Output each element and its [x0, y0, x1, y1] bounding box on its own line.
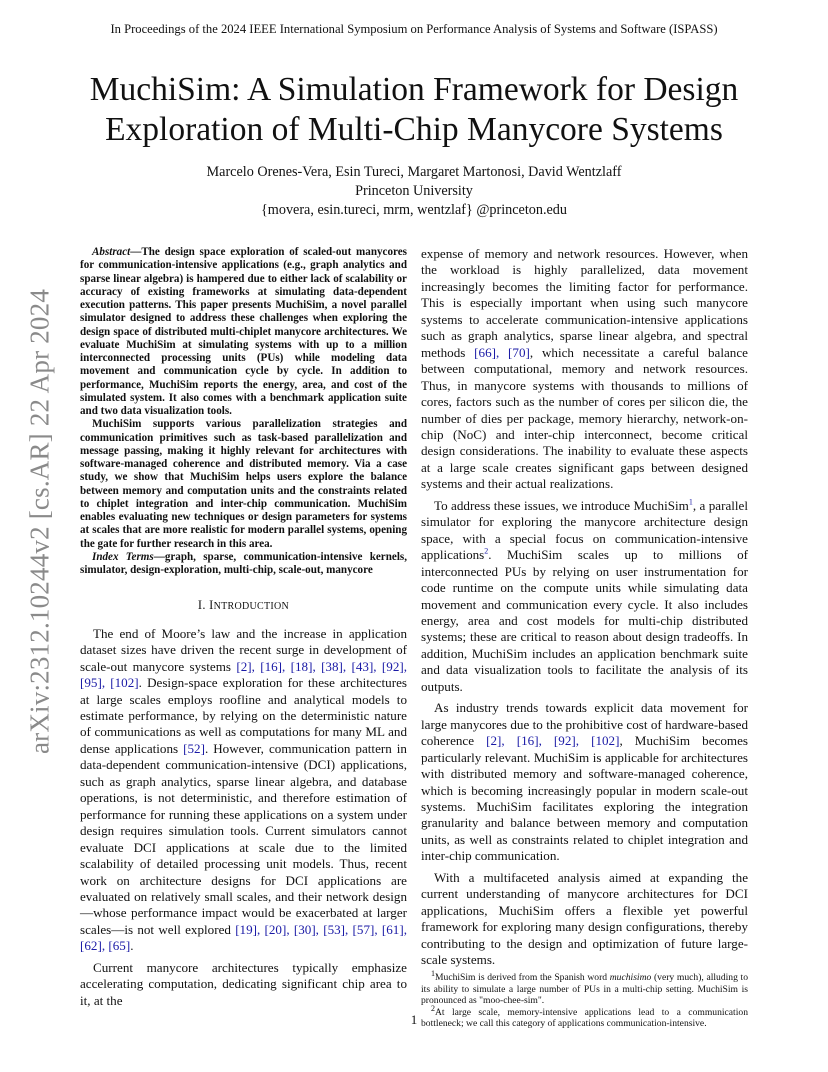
arxiv-stamp: arXiv:2312.10244v2 [cs.AR] 22 Apr 2024	[24, 288, 55, 755]
proceedings-header: In Proceedings of the 2024 IEEE International Symposium on Performance Analysis of Systems and Software (ISPASS)	[110, 22, 718, 36]
intro-paragraph-1: The end of Moore’s law and the increase in application dataset sizes have driven the recent surge in development of scale-out manycore systems [2], [16], [18], [38], [43], [92], [95], [102]. Design-space exploration for these architectures at large scales employs roofline and analytical models to estimate performance, by relying on the deterministic nature of communications as well as computations for many ML and dense applications [52]. However, communication pattern in data-dependent communication-intensive (DCI) applications, such as graph analytics, sparse linear algebra, and database operations, is not deterministic, and therefore estimation of performance for running these applications on a system under design requires simulation tools. Current simulators cannot evaluate DCI applications at scale due to the limited scalability of detailed processing unit models. Thus, recent work on architecture designs for DCI applications are evaluated on relatively small scales, and their network design—whose performance impact would be exacerbated at larger scales—is not well explored [19], [20], [30], [53], [57], [61], [62], [65].	[80, 625, 407, 954]
abstract-label: Abstract	[92, 246, 131, 258]
index-terms: Index Terms—graph, sparse, communication-intensive kernels, simulator, design-exploration, multi-chip, scale-out, manycore	[80, 550, 407, 576]
citation-link[interactable]: [2], [16], [18], [38], [43], [92], [95], [102]	[80, 658, 407, 691]
right-paragraph-3: As industry trends towards explicit data movement for large manycores due to the prohibitive cost of hardware-based coherence [2], [16], [92], [102], MuchiSim becomes particularly relevant. MuchiSim is applicable for architectures with distributed memory and software-managed coherence, which is becoming increasingly popular in modern scale-out systems. MuchiSim facilitates exploring the integration granularity and balance between memory and computation units, as well as constraints related to chiplet integration and inter-chip communication.	[421, 700, 748, 864]
author-emails: {movera, esin.tureci, mrm, wentzlaf} @princeton.edu	[261, 202, 567, 218]
title-line-2: Exploration of Multi-Chip Manycore Systems	[105, 111, 723, 148]
right-paragraph-2: To address these issues, we introduce MuchiSim$^1$, a parallel simulator for exploring the manycore architecture design space, with a special focus on communication-intensive applications$^2$. MuchiSim scales up to millions of interconnected PUs by relying on user instrumentation for code runtime on the compute units while simulating data movement and communication every cycle. It also includes energy, area and cost models for multi-chip distributed systems; these are critical to reason about design tradeoffs. In addition, MuchiSim includes an application benchmark suite and data visualization tools to facilitate the analysis of its outputs.	[421, 497, 748, 694]
author-names: Marcelo Orenes-Vera, Esin Tureci, Margaret Martonosi, David Wentzlaff	[206, 164, 622, 180]
footnote-2: $^2$At large scale, memory-intensive applications lead to a communication bottleneck; we call this category of applications communication-intensive.	[421, 1003, 748, 1030]
left-column	[80, 246, 407, 1009]
abstract	[80, 246, 407, 577]
footnote-ref-1[interactable]: 1	[688, 497, 693, 507]
footnote-ref-2[interactable]: 2	[484, 546, 489, 556]
page-number: 1	[410, 1012, 418, 1027]
abstract-paragraph-2: MuchiSim supports various parallelization strategies and communication primitives such as task-based parallelization and message passing, making it highly relevant for architectures with software-managed coherence and distributed memory. Via a case study, we show that MuchiSim helps users explore the balance between memory and computation units and the constraints related to chiplet integration and inter-chip communication. MuchiSim enables evaluating new techniques or design parameters for systems at scales that are more realistic for modern parallel systems, opening the gate for further research in this area.	[80, 418, 407, 550]
footnote-1: $^1$MuchiSim is derived from the Spanish word muchisimo (very much), alluding to its ability to simulate a large number of PUs in a multi-chip setting. MuchiSim is pronounced as "moo-chee-sim".	[421, 969, 749, 1007]
citation-link[interactable]: [66], [70]	[474, 344, 530, 360]
paper-title	[60, 70, 768, 150]
affiliation: Princeton University	[355, 183, 473, 199]
section-heading-introduction: I. INTRODUCTION	[197, 598, 290, 613]
title-line-1: MuchiSim: A Simulation Framework for Design	[89, 71, 739, 108]
right-paragraph-4: With a multifaceted analysis aimed at expanding the current understanding of manycore architectures for DCI applications, MuchiSim offers a flexible yet powerful framework for exploring many design configurations, thereby contributing to the design and optimization of future large-scale systems.	[421, 869, 748, 968]
right-column	[421, 246, 748, 1030]
citation-link[interactable]: [19], [20], [30], [53], [57], [61], [62], [65]	[80, 921, 407, 954]
index-terms-label: Index Terms	[92, 550, 154, 563]
intro-paragraph-2: Current manycore architectures typically emphasize accelerating computation, dedicating significant chip area to it, at the	[80, 959, 407, 1008]
abstract-paragraph-1: Abstract—The design space exploration of scaled-out manycores for communication-intensive applications (e.g., graph analytics and sparse linear algebra) is hampered due to either lack of scalability or accuracy of existing frameworks at simulating data-dependent execution patterns. This paper presents MuchiSim, a novel parallel simulator designed to address these challenges when exploring the design space of distributed multi-chiplet manycore architectures. We evaluate MuchiSim at simulating systems with up to a million interconnected processing units (PUs) while modeling data movement and communication cycle by cycle. In addition to performance, MuchiSim reports the energy, area, and cost of the simulated system. It also comes with a benchmark application suite and two data visualization tools.	[80, 246, 407, 417]
citation-link[interactable]: [52]	[183, 740, 205, 756]
citation-link[interactable]: [2], [16], [92], [102]	[486, 733, 620, 749]
author-block	[0, 163, 828, 220]
right-paragraph-1: expense of memory and network resources. However, when the workload is highly parallelized, data movement increasingly becomes the limiting factor for performance. This is especially important when using such manycore systems to accelerate communication-intensive applications such as graph analytics, sparse linear algebra, and spectral methods [66], [70], which necessitate a careful balance between computational, memory and network resources. Thus, in manycore systems with thousands to millions of cores, factors such as the number of cores per silicon die, the number of dies per package, memory hierarchy, network-on-chip (NoC) and inter-chip interconnect, become critical design considerations. The inability to evaluate these aspects at a large scale creates significant gaps between designed systems and their actual realizations.	[421, 246, 748, 492]
